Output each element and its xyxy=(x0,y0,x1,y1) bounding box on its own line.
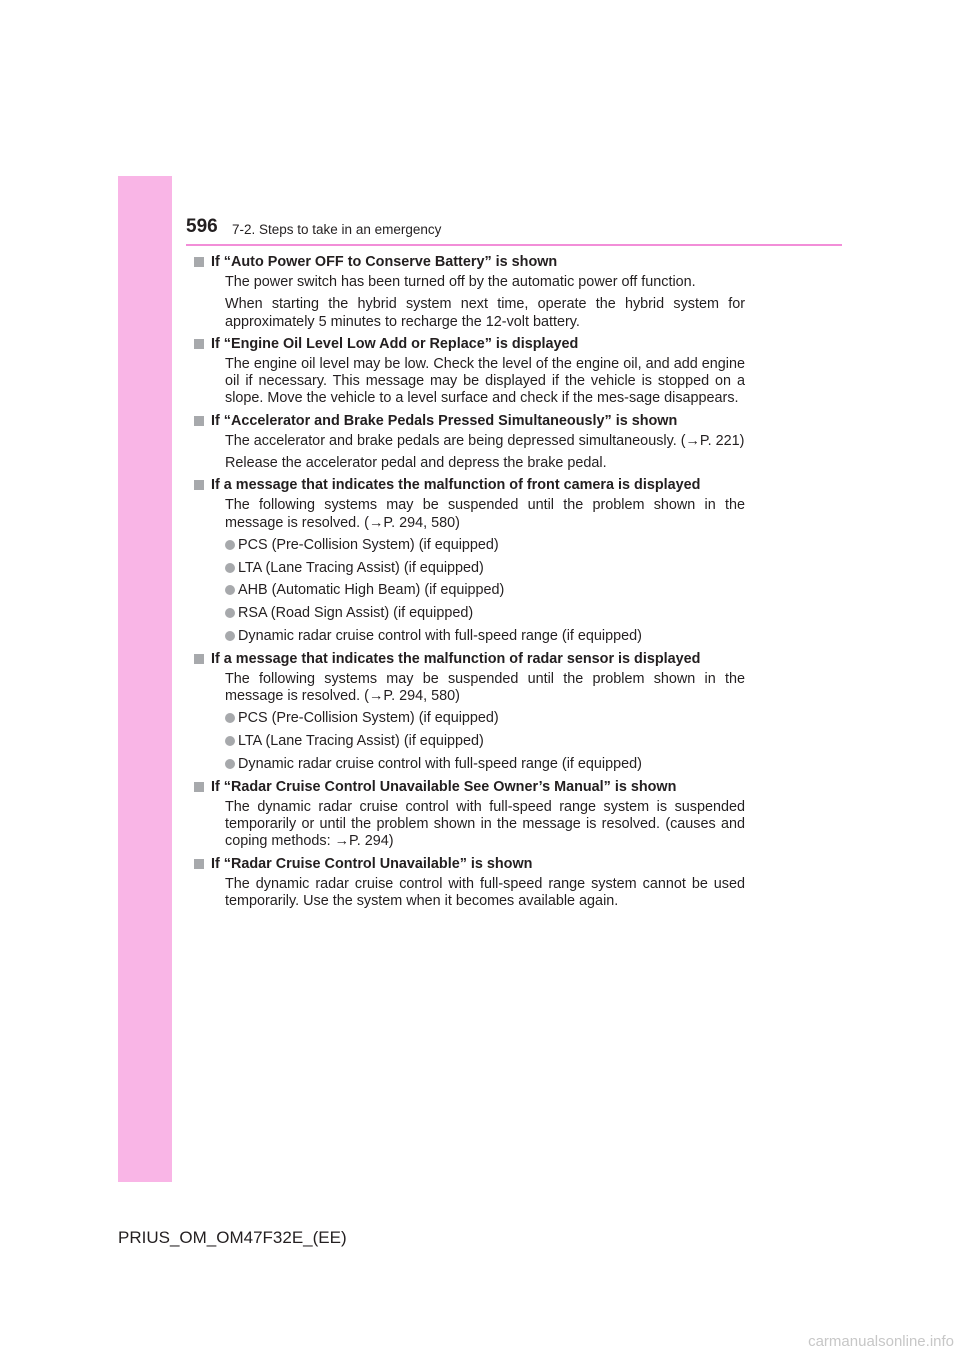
watermark: carmanualsonline.info xyxy=(808,1333,954,1350)
round-bullet-icon xyxy=(225,631,235,641)
paragraph: Release the accelerator pedal and depress the brake pedal. xyxy=(225,455,607,472)
square-bullet-icon xyxy=(194,654,204,664)
section-pedals-pressed xyxy=(211,413,745,473)
section-heading: If “Radar Cruise Control Unavailable See Owner’s Manual” is shown xyxy=(211,779,745,796)
section-heading: If a message that indicates the malfunction of front camera is displayed xyxy=(211,477,745,494)
section-engine-oil-level xyxy=(211,336,745,408)
paragraph: The engine oil level may be low. Check the level of the engine oil, and add engine oil if necessary. This message may be displayed if the vehicle is stopped on a slope. Move the vehicle to a level surface and check if the mes-sage disappears. xyxy=(225,356,745,407)
section-title: 7-2. Steps to take in an emergency xyxy=(232,222,442,237)
round-bullet-icon xyxy=(225,585,235,595)
manual-code-footer: PRIUS_OM_OM47F32E_(EE) xyxy=(118,1228,347,1247)
section-radar-sensor xyxy=(211,651,745,773)
list-item: AHB (Automatic High Beam) (if equipped) xyxy=(225,582,745,599)
side-tab-band xyxy=(118,176,172,1182)
square-bullet-icon xyxy=(194,257,204,267)
paragraph: When starting the hybrid system next time, operate the hybrid system for approximately 5 minutes to recharge the 12-volt battery. xyxy=(225,296,745,330)
square-bullet-icon xyxy=(194,782,204,792)
round-bullet-icon xyxy=(225,608,235,618)
paragraph: The dynamic radar cruise control with full-speed range system is suspended temporarily or until the problem shown in the message is resolved. (causes and coping methods: →P. 294) xyxy=(225,799,745,850)
paragraph: The power switch has been turned off by the automatic power off function. xyxy=(225,274,696,291)
round-bullet-icon xyxy=(225,736,235,746)
round-bullet-icon xyxy=(225,563,235,573)
paragraph: The dynamic radar cruise control with full-speed range system cannot be used temporarily. Use the system when it becomes available again. xyxy=(225,875,745,910)
paragraph: The following systems may be suspended until the problem shown in the message is resolved. (→P. 294, 580) xyxy=(225,497,745,531)
section-heading: If “Accelerator and Brake Pedals Pressed Simultaneously” is shown xyxy=(211,413,745,430)
list-item: RSA (Road Sign Assist) (if equipped) xyxy=(225,605,745,622)
round-bullet-icon xyxy=(225,713,235,723)
list-item: LTA (Lane Tracing Assist) (if equipped) xyxy=(225,560,745,577)
list-item: Dynamic radar cruise control with full-speed range (if equipped) xyxy=(225,628,745,645)
section-radar-cruise-see-manual xyxy=(211,779,745,851)
main-content xyxy=(211,254,745,915)
list-item: LTA (Lane Tracing Assist) (if equipped) xyxy=(225,733,745,750)
section-front-camera xyxy=(211,477,745,645)
paragraph: The accelerator and brake pedals are being depressed simultaneously. (→P. 221) xyxy=(225,432,745,449)
square-bullet-icon xyxy=(194,480,204,490)
section-radar-cruise-unavailable xyxy=(211,856,745,911)
list-item: PCS (Pre-Collision System) (if equipped) xyxy=(225,710,745,727)
header-rule xyxy=(186,244,842,246)
section-heading: If a message that indicates the malfunction of radar sensor is displayed xyxy=(211,651,745,668)
paragraph: The following systems may be suspended until the problem shown in the message is resolved. (→P. 294, 580) xyxy=(225,671,745,705)
section-heading: If “Radar Cruise Control Unavailable” is shown xyxy=(211,856,745,873)
page-number: 596 xyxy=(186,216,218,237)
section-auto-power-off xyxy=(211,254,745,331)
list-item: PCS (Pre-Collision System) (if equipped) xyxy=(225,537,745,554)
round-bullet-icon xyxy=(225,759,235,769)
square-bullet-icon xyxy=(194,416,204,426)
section-heading: If “Engine Oil Level Low Add or Replace” is displayed xyxy=(211,336,745,353)
square-bullet-icon xyxy=(194,859,204,869)
square-bullet-icon xyxy=(194,339,204,349)
list-item: Dynamic radar cruise control with full-speed range (if equipped) xyxy=(225,756,745,773)
round-bullet-icon xyxy=(225,540,235,550)
section-heading: If “Auto Power OFF to Conserve Battery” is shown xyxy=(211,254,745,271)
